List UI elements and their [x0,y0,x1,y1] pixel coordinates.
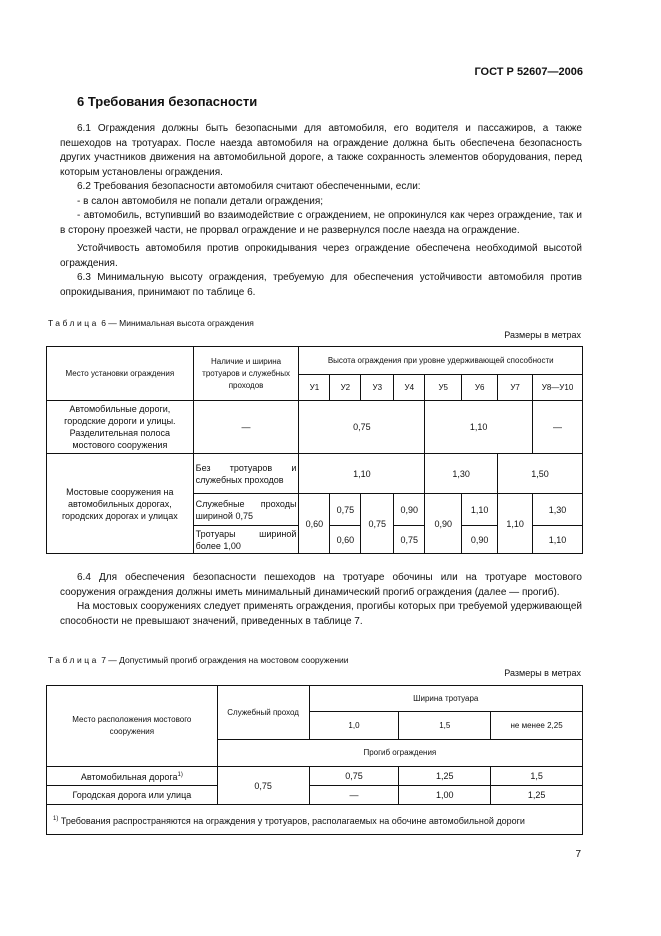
section-title: 6 Требования безопасности [77,94,258,109]
row4-sidewalk: Тротуары шириной более 1,00 [193,526,299,554]
row1-w1: 0,75 [309,767,399,786]
row2-sidewalk: Без тротуаров и служебных проходов [193,454,299,494]
row3-u4: 0,90 [394,494,425,526]
table6-units: Размеры в метрах [504,330,581,340]
paragraph-stability: Устойчивость автомобиля против опрокидывания через ограждение обеспечена необходимой высотой ограждения. [60,243,582,269]
row1-place: Автомобильные дороги, городские дороги и улицы. Разделительная полоса мостового сооружения [47,401,194,454]
row3-u8-u10: 1,30 [533,494,583,526]
row4-u2: 0,60 [330,526,361,554]
table-7 [46,685,583,835]
service-value: 0,75 [217,767,309,805]
header-height: Высота ограждения при уровне удерживающей способности [299,347,583,375]
width-1-0: 1,0 [309,712,399,740]
row4-u4: 0,75 [394,526,425,554]
table6-caption: Таблица 6 — Минимальная высота ограждения [48,318,254,328]
row2-w1: — [309,786,399,805]
paragraph-6-2: 6.2 Требования безопасности автомобиля считают обеспеченными, если: [77,181,421,192]
header-width: Ширина тротуара [309,686,582,712]
merged-u3: 0,75 [361,494,394,554]
level-u4: У4 [394,375,425,401]
level-u6: У6 [462,375,498,401]
row2-w3: 1,25 [491,786,583,805]
level-u3: У3 [361,375,394,401]
row3-u2: 0,75 [330,494,361,526]
row1-u8-u10: — [533,401,583,454]
row2-w2: 1,00 [399,786,491,805]
row2-u1-u4: 1,10 [299,454,425,494]
paragraph-6-1: 6.1 Ограждения должны быть безопасными для автомобиля, его водителя и пассажиров, а также пешеходов на тротуарах. После наезда автомобиля на ограждение должна быть обеспечена безопасность других участников движения на автомобильной дороге, а также сохранность элементов оборудования, перед которым установлены ограждения. [60,123,582,178]
paragraph-6-4: 6.4 Для обеспечения безопасности пешеходов на тротуаре обочины или на тротуаре мостового сооружения ограждения должны иметь минимальный динамический прогиб ограждения (далее — прогиб). [60,572,582,598]
header-deflection: Прогиб ограждения [217,740,582,767]
paragraph-bridge: На мостовых сооружениях следует применять ограждения, прогибы которых при требуемой удерживающей способности не превышают значений, приведенных в таблице 7. [60,601,582,627]
header-place: Место установки ограждения [47,347,194,401]
level-u1: У1 [299,375,330,401]
row3-u6: 1,10 [462,494,498,526]
footnote: $^{1)}$ Требования распространяются на ограждения у тротуаров, располагаемых на обочине автомобильной дороги [47,805,583,835]
width-1-5: 1,5 [399,712,491,740]
level-u8-u10: У8—У10 [533,375,583,401]
row4-u6: 0,90 [462,526,498,554]
bullet-1: - в салон автомобиля не попали детали ограждения; [77,195,324,207]
section-text-upper [60,122,582,300]
bullet-2: - автомобиль, вступивший во взаимодействие с ограждением, не опрокинулся как через ограждение, так и в сторону проезжей части, не прорвал ограждение и не развернулся после наезда на ограждение. [60,210,582,236]
merged-u1: 0,60 [299,494,330,554]
row2-place: Мостовые сооружения на автомобильных дорогах, городских дорогах и улицах [47,454,194,554]
document-code: ГОСТ Р 52607—2006 [474,66,583,78]
merged-u5: 0,90 [425,494,462,554]
row1-u5-u7: 1,10 [425,401,533,454]
row1-w3: 1,5 [491,767,583,786]
table7-units: Размеры в метрах [504,668,581,678]
row4-u8-u10: 1,10 [533,526,583,554]
width-2-25: не менее 2,25 [491,712,583,740]
row1-sidewalk: — [193,401,299,454]
row1-w2: 1,25 [399,767,491,786]
table7-caption: Таблица 7 — Допустимый прогиб ограждения на мостовом сооружении [48,655,349,665]
section-text-lower [60,571,582,629]
level-u5: У5 [425,375,462,401]
level-u2: У2 [330,375,361,401]
page-number: 7 [575,849,581,860]
level-u7: У7 [498,375,533,401]
row2-u5-u6: 1,30 [425,454,498,494]
row3-sidewalk: Служебные проходы шириной 0,75 [193,494,299,526]
row2-u7-u10: 1,50 [498,454,583,494]
header-service: Служебный проход [217,686,309,740]
row1-u1-u4: 0,75 [299,401,425,454]
paragraph-6-3: 6.3 Минимальную высоту ограждения, требуемую для обеспечения устойчивости автомобиля против опрокидывания, принимают по таблице 6. [60,272,582,298]
header-place: Место расположения мостового сооружения [47,686,218,767]
table-6 [46,346,583,554]
header-sidewalk: Наличие и ширина тротуаров и служебных проходов [193,347,299,401]
row2-place: Городская дорога или улица [47,786,218,805]
row1-place: Автомобильная дорога$^{1)}$ [47,767,218,786]
merged-u7: 1,10 [498,494,533,554]
